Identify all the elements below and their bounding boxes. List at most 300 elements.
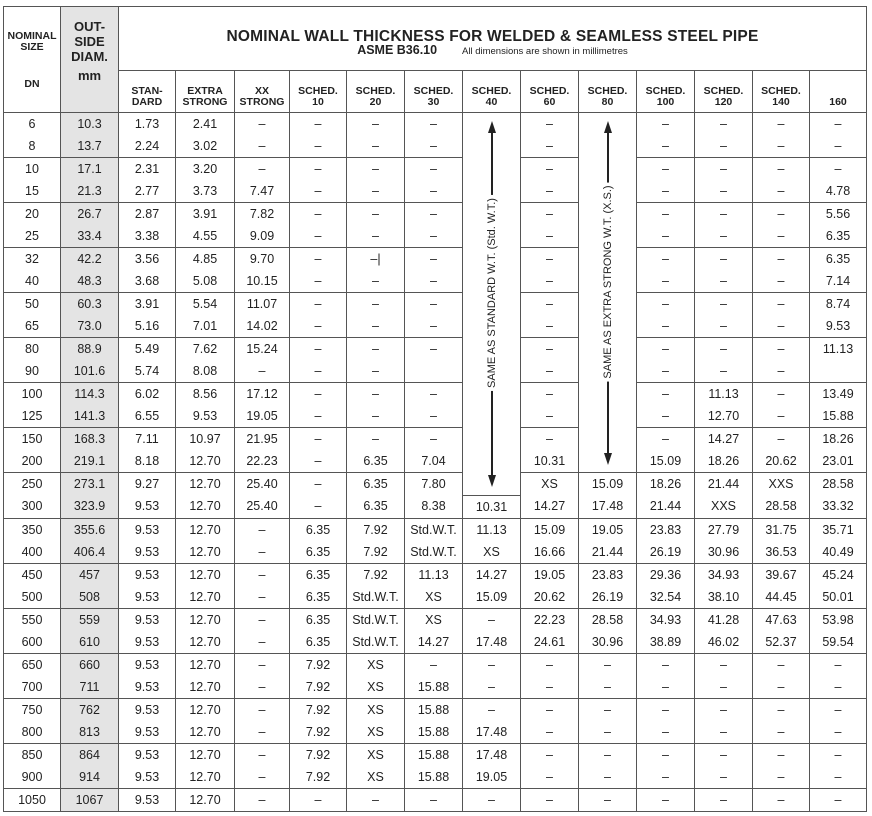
value-cell: – xyxy=(753,676,810,699)
value-cell: 3.91 xyxy=(176,203,235,226)
table-row xyxy=(4,721,867,744)
value-cell: – xyxy=(695,180,753,203)
value-cell: – xyxy=(347,203,405,226)
od-cell: 101.6 xyxy=(61,360,119,383)
value-cell: – xyxy=(347,788,405,811)
value-cell: 12.70 xyxy=(176,608,235,631)
value-cell: – xyxy=(579,698,637,721)
column-header-line-1: SCHED. xyxy=(355,85,396,97)
value-cell: – xyxy=(579,788,637,811)
value-cell: – xyxy=(637,135,695,158)
od-cell: 660 xyxy=(61,653,119,676)
value-cell: 11.13 xyxy=(695,383,753,406)
value-cell: – xyxy=(695,113,753,136)
column-header-line-1: SCHED. xyxy=(761,85,801,97)
value-cell: 17.48 xyxy=(463,721,521,744)
value-cell: 1.73 xyxy=(119,113,176,136)
value-cell: Std.W.T. xyxy=(347,586,405,609)
value-cell: – xyxy=(753,383,810,406)
value-cell: 32.54 xyxy=(637,586,695,609)
value-cell: – xyxy=(579,676,637,699)
value-cell: 21.95 xyxy=(235,428,290,451)
value-cell: – xyxy=(347,315,405,338)
value-cell: 35.71 xyxy=(810,518,867,541)
value-cell: 3.02 xyxy=(176,135,235,158)
value-cell: – xyxy=(347,338,405,361)
value-cell: – xyxy=(235,698,290,721)
value-cell: 7.92 xyxy=(290,743,347,766)
value-cell: 30.96 xyxy=(579,631,637,654)
value-cell: 20.62 xyxy=(753,450,810,473)
nominal-size-label-1: NOMINAL xyxy=(7,30,57,42)
value-cell: – xyxy=(637,360,695,383)
value-cell: – xyxy=(235,586,290,609)
value-cell: 28.58 xyxy=(810,473,867,496)
od-cell: 42.2 xyxy=(61,248,119,271)
value-cell: 9.70 xyxy=(235,248,290,271)
value-cell: 9.53 xyxy=(119,676,176,699)
column-header-line-2: 10 xyxy=(312,96,324,108)
table-row xyxy=(4,383,867,406)
dn-cell: 15 xyxy=(4,180,61,203)
value-cell: – xyxy=(347,180,405,203)
value-cell: – xyxy=(347,383,405,406)
column-header-3 xyxy=(235,71,290,113)
value-cell: – xyxy=(235,788,290,811)
dn-cell: 50 xyxy=(4,293,61,316)
value-cell: 5.56 xyxy=(810,203,867,226)
value-cell: 12.70 xyxy=(176,721,235,744)
value-cell: – xyxy=(753,315,810,338)
value-cell: – xyxy=(753,405,810,428)
value-cell: 36.53 xyxy=(753,541,810,564)
value-cell: 3.38 xyxy=(119,225,176,248)
value-cell: 7.92 xyxy=(290,676,347,699)
table-row xyxy=(4,495,867,518)
value-cell: – xyxy=(695,788,753,811)
value-cell: 9.53 xyxy=(119,495,176,518)
value-cell: 15.24 xyxy=(235,338,290,361)
value-cell: – xyxy=(290,338,347,361)
value-cell: 40.49 xyxy=(810,541,867,564)
value-cell: – xyxy=(637,158,695,181)
value-cell: 5.49 xyxy=(119,338,176,361)
value-cell: – xyxy=(810,721,867,744)
value-cell: 26.19 xyxy=(637,541,695,564)
value-cell xyxy=(810,360,867,383)
value-cell: 6.35 xyxy=(347,495,405,518)
dn-cell: 550 xyxy=(4,608,61,631)
od-cell: 355.6 xyxy=(61,518,119,541)
value-cell: – xyxy=(290,248,347,271)
od-label-3: DIAM. xyxy=(71,49,108,64)
dn-cell: 65 xyxy=(4,315,61,338)
value-cell: 14.02 xyxy=(235,315,290,338)
value-cell: – xyxy=(695,225,753,248)
value-cell: – xyxy=(347,158,405,181)
column-header-2 xyxy=(176,71,235,113)
od-cell: 13.7 xyxy=(61,135,119,158)
value-cell: XS xyxy=(405,608,463,631)
value-cell: 6.35 xyxy=(290,541,347,564)
value-cell: – xyxy=(347,225,405,248)
value-cell: – xyxy=(637,653,695,676)
value-cell: – xyxy=(235,541,290,564)
value-cell: – xyxy=(290,473,347,496)
value-cell: Std.W.T. xyxy=(347,608,405,631)
value-cell: 12.70 xyxy=(176,788,235,811)
value-cell: – xyxy=(521,135,579,158)
od-cell: 219.1 xyxy=(61,450,119,473)
value-cell: Std.W.T. xyxy=(405,541,463,564)
column-header-11 xyxy=(695,71,753,113)
value-cell: XXS xyxy=(753,473,810,496)
value-cell: – xyxy=(521,248,579,271)
value-cell: 23.01 xyxy=(810,450,867,473)
value-cell: – xyxy=(405,383,463,406)
table-row xyxy=(4,248,867,271)
od-cell: 21.3 xyxy=(61,180,119,203)
value-cell: 9.09 xyxy=(235,225,290,248)
value-cell: 11.13 xyxy=(810,338,867,361)
value-cell xyxy=(405,360,463,383)
value-cell: 59.54 xyxy=(810,631,867,654)
value-cell: – xyxy=(405,203,463,226)
od-cell: 114.3 xyxy=(61,383,119,406)
value-cell: – xyxy=(290,158,347,181)
value-cell: 15.88 xyxy=(405,676,463,699)
value-cell: 8.74 xyxy=(810,293,867,316)
value-cell: – xyxy=(753,158,810,181)
value-cell: – xyxy=(753,180,810,203)
value-cell: 9.53 xyxy=(119,653,176,676)
value-cell: – xyxy=(753,360,810,383)
value-cell: 44.45 xyxy=(753,586,810,609)
value-cell: 6.35 xyxy=(347,473,405,496)
value-cell: – xyxy=(637,766,695,789)
value-cell: – xyxy=(579,653,637,676)
value-cell: – xyxy=(810,698,867,721)
od-cell: 864 xyxy=(61,743,119,766)
od-label-1: OUT- xyxy=(73,19,106,34)
value-cell: 7.92 xyxy=(290,721,347,744)
value-cell: 7.47 xyxy=(235,180,290,203)
value-cell: 53.98 xyxy=(810,608,867,631)
dn-cell: 650 xyxy=(4,653,61,676)
value-cell: 6.02 xyxy=(119,383,176,406)
value-cell: – xyxy=(290,203,347,226)
value-cell: 7.92 xyxy=(347,518,405,541)
value-cell: 14.27 xyxy=(695,428,753,451)
dn-label: DN xyxy=(24,78,40,90)
value-cell: 5.54 xyxy=(176,293,235,316)
value-cell: 12.70 xyxy=(176,495,235,518)
column-header-line-2: 60 xyxy=(543,96,556,108)
value-cell: 9.53 xyxy=(119,563,176,586)
dn-cell: 8 xyxy=(4,135,61,158)
value-cell: – xyxy=(290,405,347,428)
value-cell: – xyxy=(521,203,579,226)
column-header-line-1: SCHED. xyxy=(298,85,338,97)
value-cell: XS xyxy=(347,766,405,789)
value-cell: – xyxy=(695,203,753,226)
value-cell: – xyxy=(347,135,405,158)
value-cell: – xyxy=(405,405,463,428)
value-cell: – xyxy=(637,225,695,248)
value-cell: – xyxy=(521,180,579,203)
column-header-7 xyxy=(463,71,521,113)
column-header-4 xyxy=(290,71,347,113)
value-cell: – xyxy=(810,788,867,811)
value-cell: 6.35 xyxy=(290,586,347,609)
outside-diameter-header xyxy=(61,7,119,113)
value-cell: 5.16 xyxy=(119,315,176,338)
value-cell: – xyxy=(810,113,867,136)
value-cell: 12.70 xyxy=(176,698,235,721)
value-cell: – xyxy=(405,225,463,248)
value-cell: – xyxy=(521,721,579,744)
arrow-label: SAME AS STANDARD W.T. (Std. W.T.) xyxy=(481,195,503,391)
nominal-size-label-2: SIZE xyxy=(20,41,44,53)
od-cell: 168.3 xyxy=(61,428,119,451)
value-cell: – xyxy=(235,766,290,789)
value-cell: – xyxy=(695,721,753,744)
value-cell: – xyxy=(290,450,347,473)
value-cell: – xyxy=(753,743,810,766)
value-cell: 9.53 xyxy=(119,698,176,721)
value-cell: 28.58 xyxy=(579,608,637,631)
dn-cell: 10 xyxy=(4,158,61,181)
value-cell: 9.27 xyxy=(119,473,176,496)
table-row xyxy=(4,541,867,564)
value-cell: 4.85 xyxy=(176,248,235,271)
pipe-thickness-table-wrapper xyxy=(3,6,867,812)
value-cell: – xyxy=(521,676,579,699)
value-cell: – xyxy=(753,698,810,721)
dn-cell: 80 xyxy=(4,338,61,361)
value-cell: 2.77 xyxy=(119,180,176,203)
sched80-arrow-cell xyxy=(579,113,637,473)
value-cell: – xyxy=(695,653,753,676)
table-row xyxy=(4,113,867,136)
arrow-wrap xyxy=(579,117,636,469)
value-cell: – xyxy=(290,315,347,338)
value-cell: 14.27 xyxy=(463,563,521,586)
value-cell: – xyxy=(810,676,867,699)
value-cell: – xyxy=(637,203,695,226)
value-cell: 14.27 xyxy=(521,495,579,518)
table-row xyxy=(4,563,867,586)
od-cell: 33.4 xyxy=(61,225,119,248)
value-cell: – xyxy=(637,698,695,721)
value-cell: – xyxy=(347,360,405,383)
dn-cell: 500 xyxy=(4,586,61,609)
value-cell: – xyxy=(695,743,753,766)
value-cell: – xyxy=(753,788,810,811)
value-cell: 21.44 xyxy=(695,473,753,496)
value-cell: XS xyxy=(347,743,405,766)
value-cell: 7.80 xyxy=(405,473,463,496)
table-title-cell xyxy=(119,7,867,71)
value-cell: – xyxy=(235,721,290,744)
value-cell: – xyxy=(810,766,867,789)
value-cell: 12.70 xyxy=(176,563,235,586)
od-cell: 1067 xyxy=(61,788,119,811)
value-cell: – xyxy=(405,113,463,136)
value-cell: – xyxy=(235,360,290,383)
column-header-line-1: STAN- xyxy=(131,85,163,97)
value-cell: – xyxy=(637,270,695,293)
table-row xyxy=(4,788,867,811)
value-cell: – xyxy=(290,495,347,518)
value-cell: – xyxy=(235,158,290,181)
value-cell: – xyxy=(753,338,810,361)
value-cell: XS xyxy=(405,586,463,609)
value-cell: 6.35 xyxy=(290,563,347,586)
table-row xyxy=(4,766,867,789)
value-cell: – xyxy=(695,698,753,721)
value-cell: 27.79 xyxy=(695,518,753,541)
value-cell: 6.35 xyxy=(290,608,347,631)
value-cell: – xyxy=(463,676,521,699)
column-header-line-1: SCHED. xyxy=(587,85,628,97)
value-cell: – xyxy=(637,338,695,361)
column-header-9 xyxy=(579,71,637,113)
value-cell: – xyxy=(235,113,290,136)
value-cell: 3.73 xyxy=(176,180,235,203)
table-row xyxy=(4,698,867,721)
value-cell: 39.67 xyxy=(753,563,810,586)
value-cell: 9.53 xyxy=(119,608,176,631)
od-cell: 610 xyxy=(61,631,119,654)
value-cell: – xyxy=(695,766,753,789)
value-cell: – xyxy=(753,113,810,136)
value-cell: 19.05 xyxy=(463,766,521,789)
table-row xyxy=(4,338,867,361)
value-cell: – xyxy=(521,428,579,451)
od-cell: 323.9 xyxy=(61,495,119,518)
value-cell: 6.35 xyxy=(347,450,405,473)
table-row xyxy=(4,360,867,383)
column-header-line-2: 40 xyxy=(485,96,498,108)
value-cell: – xyxy=(753,135,810,158)
table-row xyxy=(4,428,867,451)
value-cell: – xyxy=(463,608,521,631)
value-cell: – xyxy=(810,135,867,158)
value-cell: – xyxy=(810,743,867,766)
value-cell: – xyxy=(463,653,521,676)
value-cell: – xyxy=(290,428,347,451)
value-cell: – xyxy=(405,293,463,316)
value-cell: 7.11 xyxy=(119,428,176,451)
dn-cell: 750 xyxy=(4,698,61,721)
value-cell: 4.55 xyxy=(176,225,235,248)
dn-cell: 900 xyxy=(4,766,61,789)
od-cell: 273.1 xyxy=(61,473,119,496)
value-cell: 12.70 xyxy=(176,766,235,789)
pipe-thickness-table xyxy=(3,6,867,812)
value-cell: 9.53 xyxy=(119,721,176,744)
value-cell: 28.58 xyxy=(753,495,810,518)
value-cell: – xyxy=(695,293,753,316)
value-cell: XXS xyxy=(695,495,753,518)
value-cell: – xyxy=(810,158,867,181)
value-cell: 7.92 xyxy=(347,541,405,564)
table-subtitle: ASME B36.10 xyxy=(357,42,438,57)
value-cell: – xyxy=(235,135,290,158)
value-cell: – xyxy=(521,338,579,361)
table-row xyxy=(4,743,867,766)
value-cell: – xyxy=(405,428,463,451)
value-cell: 18.26 xyxy=(637,473,695,496)
value-cell: 34.93 xyxy=(637,608,695,631)
value-cell: – xyxy=(579,766,637,789)
od-cell: 73.0 xyxy=(61,315,119,338)
value-cell: – xyxy=(695,158,753,181)
value-cell: – xyxy=(521,383,579,406)
value-cell: 12.70 xyxy=(176,743,235,766)
value-cell: 22.23 xyxy=(235,450,290,473)
value-cell: XS xyxy=(347,721,405,744)
value-cell: – xyxy=(637,721,695,744)
column-header-line-2: 30 xyxy=(427,96,440,108)
value-cell: 2.41 xyxy=(176,113,235,136)
value-cell: 7.92 xyxy=(347,563,405,586)
value-cell: – xyxy=(521,766,579,789)
value-cell: 7.14 xyxy=(810,270,867,293)
od-cell: 88.9 xyxy=(61,338,119,361)
value-cell: – xyxy=(290,360,347,383)
value-cell: – xyxy=(521,360,579,383)
value-cell: – xyxy=(405,248,463,271)
dn-cell: 800 xyxy=(4,721,61,744)
value-cell: – xyxy=(695,360,753,383)
value-cell: 7.62 xyxy=(176,338,235,361)
od-cell: 60.3 xyxy=(61,293,119,316)
value-cell: 6.35 xyxy=(290,518,347,541)
value-cell: – xyxy=(637,113,695,136)
value-cell: – xyxy=(637,293,695,316)
column-header-5 xyxy=(347,71,405,113)
dn-cell: 20 xyxy=(4,203,61,226)
value-cell: – xyxy=(235,518,290,541)
od-cell: 914 xyxy=(61,766,119,789)
value-cell: 3.91 xyxy=(119,293,176,316)
value-cell: XS xyxy=(463,541,521,564)
value-cell: – xyxy=(347,428,405,451)
dn-cell: 125 xyxy=(4,405,61,428)
value-cell: 17.12 xyxy=(235,383,290,406)
table-row xyxy=(4,450,867,473)
value-cell: – xyxy=(695,338,753,361)
value-cell: 23.83 xyxy=(637,518,695,541)
value-cell: 34.93 xyxy=(695,563,753,586)
value-cell: – xyxy=(753,203,810,226)
value-cell: 2.31 xyxy=(119,158,176,181)
dn-cell: 350 xyxy=(4,518,61,541)
od-cell: 10.3 xyxy=(61,113,119,136)
value-cell: – xyxy=(290,113,347,136)
mm-label: mm xyxy=(77,68,102,83)
value-cell: – xyxy=(521,653,579,676)
od-cell: 141.3 xyxy=(61,405,119,428)
value-cell: 10.31 xyxy=(521,450,579,473)
dn-cell: 150 xyxy=(4,428,61,451)
value-cell: – xyxy=(753,721,810,744)
value-cell: 9.53 xyxy=(119,541,176,564)
value-cell: – xyxy=(405,270,463,293)
value-cell: – xyxy=(637,405,695,428)
